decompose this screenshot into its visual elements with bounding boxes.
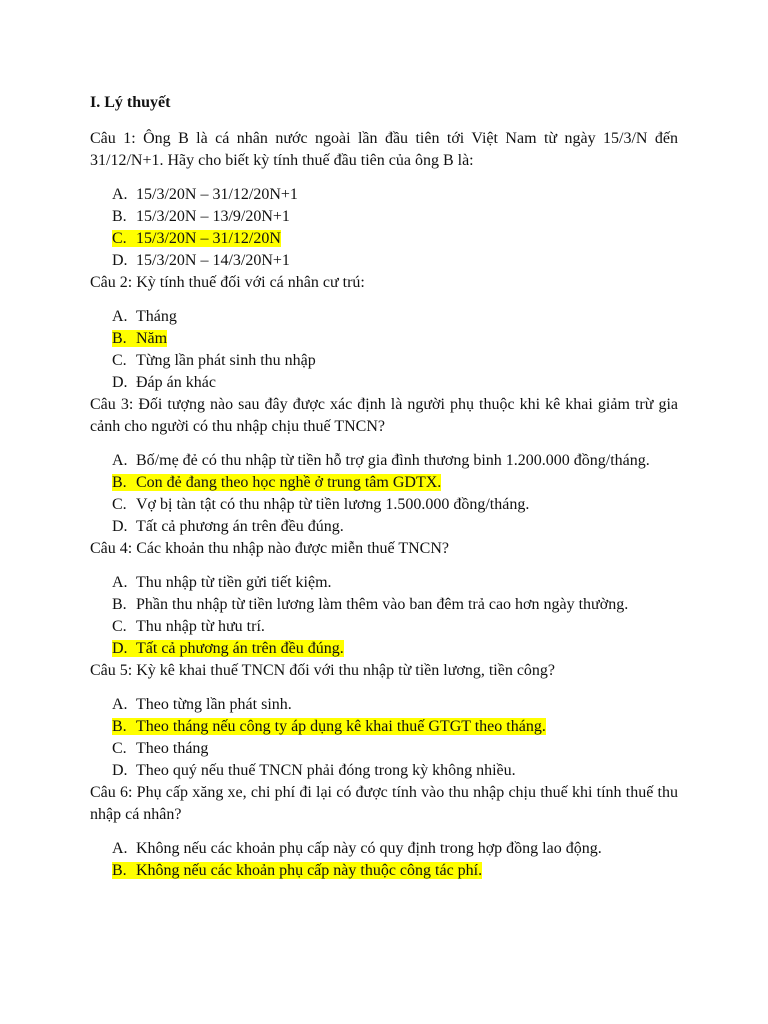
answer-options: [90, 306, 678, 394]
option-letter: B.: [112, 862, 127, 879]
question-text: Câu 3: Đối tượng nào sau đây được xác định là người phụ thuộc khi kê khai giảm trừ gia cảnh cho người có thu nhập chịu thuế TNCN?: [90, 396, 678, 435]
option-highlight: [112, 452, 650, 469]
option-highlight: [112, 186, 298, 203]
option-text: Con đẻ đang theo học nghề ở trung tâm GDTX.: [136, 474, 442, 491]
question-4: [90, 538, 678, 660]
option-letter: A.: [112, 308, 128, 325]
option-text: Theo từng lần phát sinh.: [136, 696, 292, 713]
answer-option-b: [112, 594, 678, 616]
option-highlight: [112, 252, 290, 269]
option-letter: A.: [112, 452, 128, 469]
option-highlight: [112, 496, 529, 513]
option-text: Không nếu các khoản phụ cấp này thuộc công tác phí.: [136, 862, 483, 879]
option-highlight: [112, 840, 602, 857]
option-text: Tháng: [136, 308, 177, 325]
answer-option-b: [112, 472, 678, 494]
answer-option-c: [112, 350, 678, 372]
answer-option-b: [112, 716, 678, 738]
option-letter: C.: [112, 740, 127, 757]
option-highlight: [112, 740, 208, 757]
option-highlight: [112, 352, 316, 369]
answer-options: [90, 184, 678, 272]
document-page: [90, 92, 678, 882]
answer-options: [90, 694, 678, 782]
option-letter: D.: [112, 762, 128, 779]
option-text: 15/3/20N – 13/9/20N+1: [136, 208, 290, 225]
option-text: Thu nhập từ tiền gửi tiết kiệm.: [136, 574, 332, 591]
option-text: Tất cả phương án trên đều đúng.: [136, 518, 344, 535]
option-highlight: [112, 308, 177, 325]
option-text: Không nếu các khoản phụ cấp này có quy định trong hợp đồng lao động.: [136, 840, 602, 857]
option-highlight: [112, 640, 344, 657]
answer-option-a: [112, 572, 678, 594]
option-letter: C.: [112, 352, 127, 369]
option-text: Thu nhập từ hưu trí.: [136, 618, 265, 635]
option-text: Đáp án khác: [136, 374, 216, 391]
answer-option-c: [112, 494, 678, 516]
option-text: Theo tháng: [136, 740, 209, 757]
option-highlight: [112, 618, 265, 635]
option-letter: D.: [112, 640, 128, 657]
option-highlight: [112, 762, 516, 779]
question-5: [90, 660, 678, 782]
question-text: Câu 1: Ông B là cá nhân nước ngoài lần đầu tiên tới Việt Nam từ ngày 15/3/N đến 31/12/N+1. Hãy cho biết kỳ tính thuế đầu tiên của ông B là:: [90, 130, 678, 169]
option-letter: D.: [112, 374, 128, 391]
option-text: Theo tháng nếu công ty áp dụng kê khai thuế GTGT theo tháng.: [136, 718, 546, 735]
option-letter: B.: [112, 330, 127, 347]
answer-option-d: [112, 638, 678, 660]
section-heading: I. Lý thuyết: [90, 94, 171, 111]
option-highlight: [112, 696, 292, 713]
option-highlight: [112, 330, 167, 347]
option-letter: D.: [112, 518, 128, 535]
answer-option-d: [112, 516, 678, 538]
option-letter: D.: [112, 252, 128, 269]
option-highlight: [112, 574, 332, 591]
answer-option-b: [112, 206, 678, 228]
answer-option-a: [112, 838, 678, 860]
option-letter: C.: [112, 496, 127, 513]
question-text: Câu 2: Kỳ tính thuế đối với cá nhân cư trú:: [90, 274, 365, 291]
answer-option-b: [112, 860, 678, 882]
question-text: Câu 6: Phụ cấp xăng xe, chi phí đi lại có được tính vào thu nhập chịu thuế khi tính thuế thu nhập cá nhân?: [90, 784, 678, 823]
answer-options: [90, 572, 678, 660]
option-text: 15/3/20N – 31/12/20N: [136, 230, 281, 247]
question-text: Câu 5: Kỳ kê khai thuế TNCN đối với thu nhập từ tiền lương, tiền công?: [90, 662, 556, 679]
question-2: [90, 272, 678, 394]
option-letter: A.: [112, 696, 128, 713]
option-text: Phần thu nhập từ tiền lương làm thêm vào ban đêm trả cao hơn ngày thường.: [136, 596, 629, 613]
option-letter: C.: [112, 230, 127, 247]
answer-option-b: [112, 328, 678, 350]
question-3: [90, 394, 678, 538]
question-6: [90, 782, 678, 882]
answer-option-c: [112, 738, 678, 760]
option-text: 15/3/20N – 31/12/20N+1: [136, 186, 298, 203]
option-highlight: [112, 862, 482, 879]
option-highlight: [112, 596, 628, 613]
answer-option-a: [112, 450, 678, 472]
answer-options: [90, 838, 678, 882]
option-letter: B.: [112, 474, 127, 491]
answer-option-d: [112, 760, 678, 782]
option-highlight: [112, 518, 344, 535]
option-text: 15/3/20N – 14/3/20N+1: [136, 252, 290, 269]
option-highlight: [112, 718, 546, 735]
answer-option-a: [112, 184, 678, 206]
answer-option-d: [112, 250, 678, 272]
answer-option-a: [112, 694, 678, 716]
answer-option-a: [112, 306, 678, 328]
option-letter: A.: [112, 574, 128, 591]
question-text: Câu 4: Các khoản thu nhập nào được miễn thuế TNCN?: [90, 540, 449, 557]
answer-option-c: [112, 616, 678, 638]
option-text: Vợ bị tàn tật có thu nhập từ tiền lương 1.500.000 đồng/tháng.: [136, 496, 530, 513]
question-list: [90, 128, 678, 882]
answer-options: [90, 450, 678, 538]
answer-option-c: [112, 228, 678, 250]
option-text: Năm: [136, 330, 168, 347]
option-highlight: [112, 230, 281, 247]
option-letter: B.: [112, 718, 127, 735]
option-highlight: [112, 474, 441, 491]
option-letter: B.: [112, 596, 127, 613]
option-letter: B.: [112, 208, 127, 225]
option-letter: A.: [112, 186, 128, 203]
question-1: [90, 128, 678, 272]
option-highlight: [112, 374, 216, 391]
option-letter: C.: [112, 618, 127, 635]
option-text: Bố/mẹ đẻ có thu nhập từ tiền hỗ trợ gia đình thương binh 1.200.000 đồng/tháng.: [136, 452, 650, 469]
option-letter: A.: [112, 840, 128, 857]
option-text: Từng lần phát sinh thu nhập: [136, 352, 316, 369]
option-text: Theo quý nếu thuế TNCN phải đóng trong kỳ không nhiều.: [136, 762, 516, 779]
option-text: Tất cả phương án trên đều đúng.: [136, 640, 344, 657]
answer-option-d: [112, 372, 678, 394]
option-highlight: [112, 208, 290, 225]
